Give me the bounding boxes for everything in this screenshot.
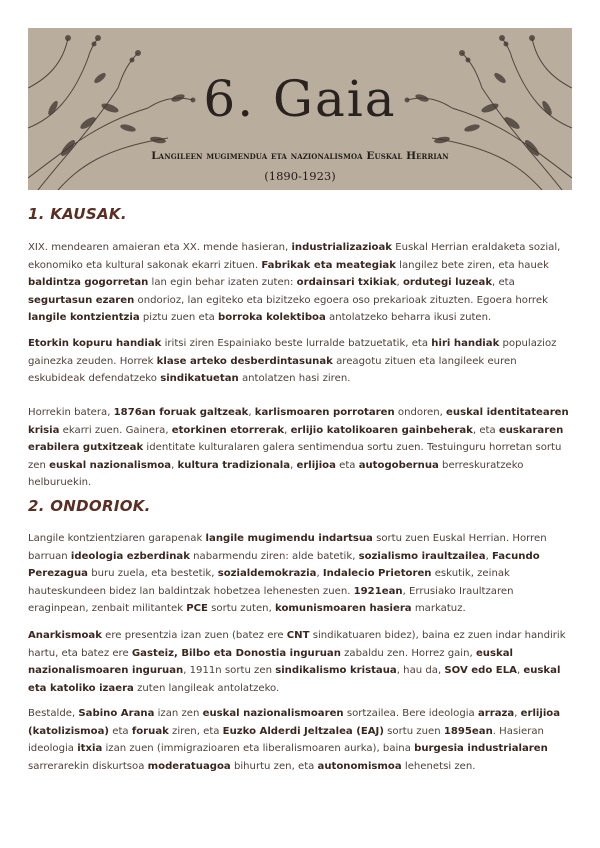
text-run: zabaldu zen. Horrez gain, <box>340 647 476 659</box>
bold-text: langile kontzientzia <box>28 312 140 324</box>
text-run: ere presentzia izan zuen (batez ere <box>101 630 287 641</box>
bold-text: foruak <box>131 725 169 737</box>
bold-text: euskararen erabilera gutxitzeak <box>28 424 564 454</box>
bold-text: euskal identitatearen krisia <box>28 407 569 436</box>
bold-text: autogobernua <box>358 459 439 471</box>
text-run: iritsi ziren Espainiako beste lurralde batzuetatik, eta <box>161 338 432 349</box>
text-run: eta <box>109 725 132 737</box>
text-run: sortzailea. Bere ideologia <box>343 708 478 719</box>
text-run: identitate kulturalaren galera sentimendua sortu zuen. Testuinguru horretan sortu zen <box>28 442 562 471</box>
text-run: langilez bete ziren, eta hauek <box>395 259 549 271</box>
text-run: , <box>290 459 297 471</box>
text-run: areagotu zituen eta langileek euren eskubideak defendatzeko <box>28 355 517 385</box>
page-subtitle: Langileen mugimendua eta nazionalismoa Euskal Herrian <box>151 150 449 162</box>
text-run: , <box>284 424 291 436</box>
text-run: sarrerarekin diskurtsoa <box>28 760 148 772</box>
text-run: nabarmendu ziren: alde batetik, <box>189 550 359 562</box>
paragraph <box>28 335 574 388</box>
bold-text: Gasteiz, Bilbo eta Donostia inguruan <box>131 647 341 659</box>
bold-text: ordainsari txikiak <box>296 277 397 289</box>
bold-text: Euzko Alderdi Jeltzalea (EAJ) <box>222 725 384 737</box>
bold-text: ideologia ezberdinak <box>70 550 190 562</box>
text-run: , <box>171 459 178 471</box>
paragraph <box>28 705 574 775</box>
title-banner <box>28 28 572 190</box>
text-run: berreskuratzeko helburuekin. <box>28 459 524 489</box>
text-run: , <box>316 568 323 580</box>
bold-text: Indalecio Prietoren <box>322 568 432 580</box>
text-run: bihurtu zen, eta <box>230 760 318 772</box>
section-heading-ondoriok: 2. ONDORIOK. <box>28 497 151 515</box>
bold-text: itxia <box>77 743 103 755</box>
bold-text: ordutegi luzeak <box>402 277 493 289</box>
bold-text: komunismoaren hasiera <box>275 603 412 615</box>
bold-text: Sabino Arana <box>78 708 155 719</box>
text-run: , <box>248 407 255 418</box>
text-run: sindikatuaren bidez), baina ez zuen indar handirik hartu, eta batez ere <box>28 630 566 659</box>
text-run: eskutik, zeinak hauteskundeen bidez lan baldintzak hobetzea lehenesten zuen. <box>28 568 510 597</box>
bold-text: Etorkin kopuru handiak <box>28 338 162 349</box>
bold-text: erlijioa (katolizismoa) <box>28 708 561 737</box>
bold-text: hiri handiak <box>431 338 500 349</box>
text-run: buru zuela, eta bestetik, <box>87 568 218 580</box>
bold-text: sindikalismo kristaua <box>275 665 397 677</box>
bold-text: arraza <box>477 708 515 719</box>
text-run: Langile kontzientziaren garapenak <box>28 533 206 544</box>
bold-text: sindikatuetan <box>160 373 239 385</box>
text-run: izan zen <box>154 708 203 719</box>
text-run: markatuz. <box>411 603 466 615</box>
bold-text: euskal nazionalismoaren inguruan <box>28 647 513 677</box>
bold-text: PCE <box>186 603 208 615</box>
bold-text: karlismoaren porrotaren <box>254 407 395 418</box>
text-run: , eta <box>492 277 515 289</box>
page-years: (1890-1923) <box>264 169 336 183</box>
text-run: Euskal Herrian eraldaketa sozial, ekonomiko eta kultural sakonak ekarri zituen. <box>28 242 561 271</box>
text-run: , eta <box>472 424 499 436</box>
bold-text: baldintza gogorretan <box>28 277 149 289</box>
text-run: eta <box>335 459 359 471</box>
text-run: , <box>516 665 524 677</box>
text-run: XIX. mendearen amaieran eta XX. mende hasieran, <box>28 242 292 253</box>
bold-text: industrializazioak <box>291 242 392 253</box>
paragraph <box>28 530 574 618</box>
text-run: ekarri zuen. Gainera, <box>59 424 172 436</box>
text-run: sortu zuten, <box>207 603 275 615</box>
text-run: , 1911n sortu zen <box>183 665 276 677</box>
text-run: , hau da, <box>396 665 445 677</box>
bold-text: kultura tradizionala <box>177 459 291 471</box>
bold-text: burgesia industrialaren <box>414 743 548 755</box>
paragraph <box>28 627 574 697</box>
text-run: antolatzen hasi ziren. <box>238 373 351 385</box>
bold-text: langile mugimendu indartsua <box>205 533 373 544</box>
bold-text: 1921ean <box>353 585 403 597</box>
paragraph <box>28 404 574 492</box>
text-run: ondorioz, lan egiteko eta bizitzeko egoera oso prekarioak zituzten. Egoera horrek <box>134 294 548 306</box>
text-run: Bestalde, <box>28 708 79 719</box>
text-run: sortu zuen Euskal Herrian. Horren barruan <box>28 533 547 562</box>
text-run: , <box>514 708 521 719</box>
text-run: antolatzeko beharra ikusi zuten. <box>325 312 492 324</box>
text-run: izan zuen (immigrazioaren eta liberalismoaren aurka), baina <box>102 743 415 755</box>
bold-text: borroka kolektiboa <box>218 312 326 324</box>
section-heading-kausak: 1. KAUSAK. <box>28 205 127 223</box>
bold-text: erlijioa <box>296 459 336 471</box>
bold-text: sozialdemokrazia <box>217 568 317 580</box>
text-run: , <box>396 277 403 289</box>
bold-text: SOV edo ELA <box>444 665 517 677</box>
text-run: sortu zuen <box>383 725 444 737</box>
text-run: ondoren, <box>394 407 447 418</box>
text-run: Horrekin batera, <box>28 407 114 418</box>
bold-text: etorkinen etorrerak <box>171 424 285 436</box>
bold-text: euskal nazionalismoa <box>49 459 172 471</box>
text-run: zuten langileak antolatzeko. <box>133 682 280 694</box>
bold-text: klase arteko desberdintasunak <box>156 355 333 367</box>
paragraph <box>28 239 574 327</box>
page-title: 6. Gaia <box>203 70 397 128</box>
bold-text: segurtasun ezaren <box>28 294 135 306</box>
text-run: , Errusiako Iraultzaren eraginpean, zenbait militantek <box>28 585 514 615</box>
text-run: . Hasieran ideologia <box>28 725 544 755</box>
text-run: ziren, eta <box>168 725 223 737</box>
bold-text: sozialismo iraultzailea <box>358 550 486 562</box>
text-run: populazioz gainezka zeuden. Horrek <box>28 338 557 367</box>
bold-text: autonomismoa <box>317 760 402 772</box>
bold-text: euskal nazionalismoaren <box>202 708 344 719</box>
text-run: piztu zuen eta <box>139 312 219 324</box>
text-run: lan egin behar izaten zuten: <box>148 277 297 289</box>
bold-text: erlijio katolikoaren gainbeherak <box>290 424 473 436</box>
bold-text: Facundo Perezagua <box>28 550 540 580</box>
bold-text: Anarkismoak <box>28 630 102 641</box>
bold-text: CNT <box>286 630 310 641</box>
text-run: , <box>485 550 492 562</box>
bold-text: 1895ean <box>443 725 493 737</box>
bold-text: 1876an foruak galtzeak <box>113 407 249 418</box>
bold-text: euskal eta katoliko izaera <box>28 665 561 694</box>
bold-text: Fabrikak eta meategiak <box>261 259 396 271</box>
bold-text: moderatuagoa <box>147 760 231 772</box>
text-run: lehenetsi zen. <box>401 760 476 772</box>
